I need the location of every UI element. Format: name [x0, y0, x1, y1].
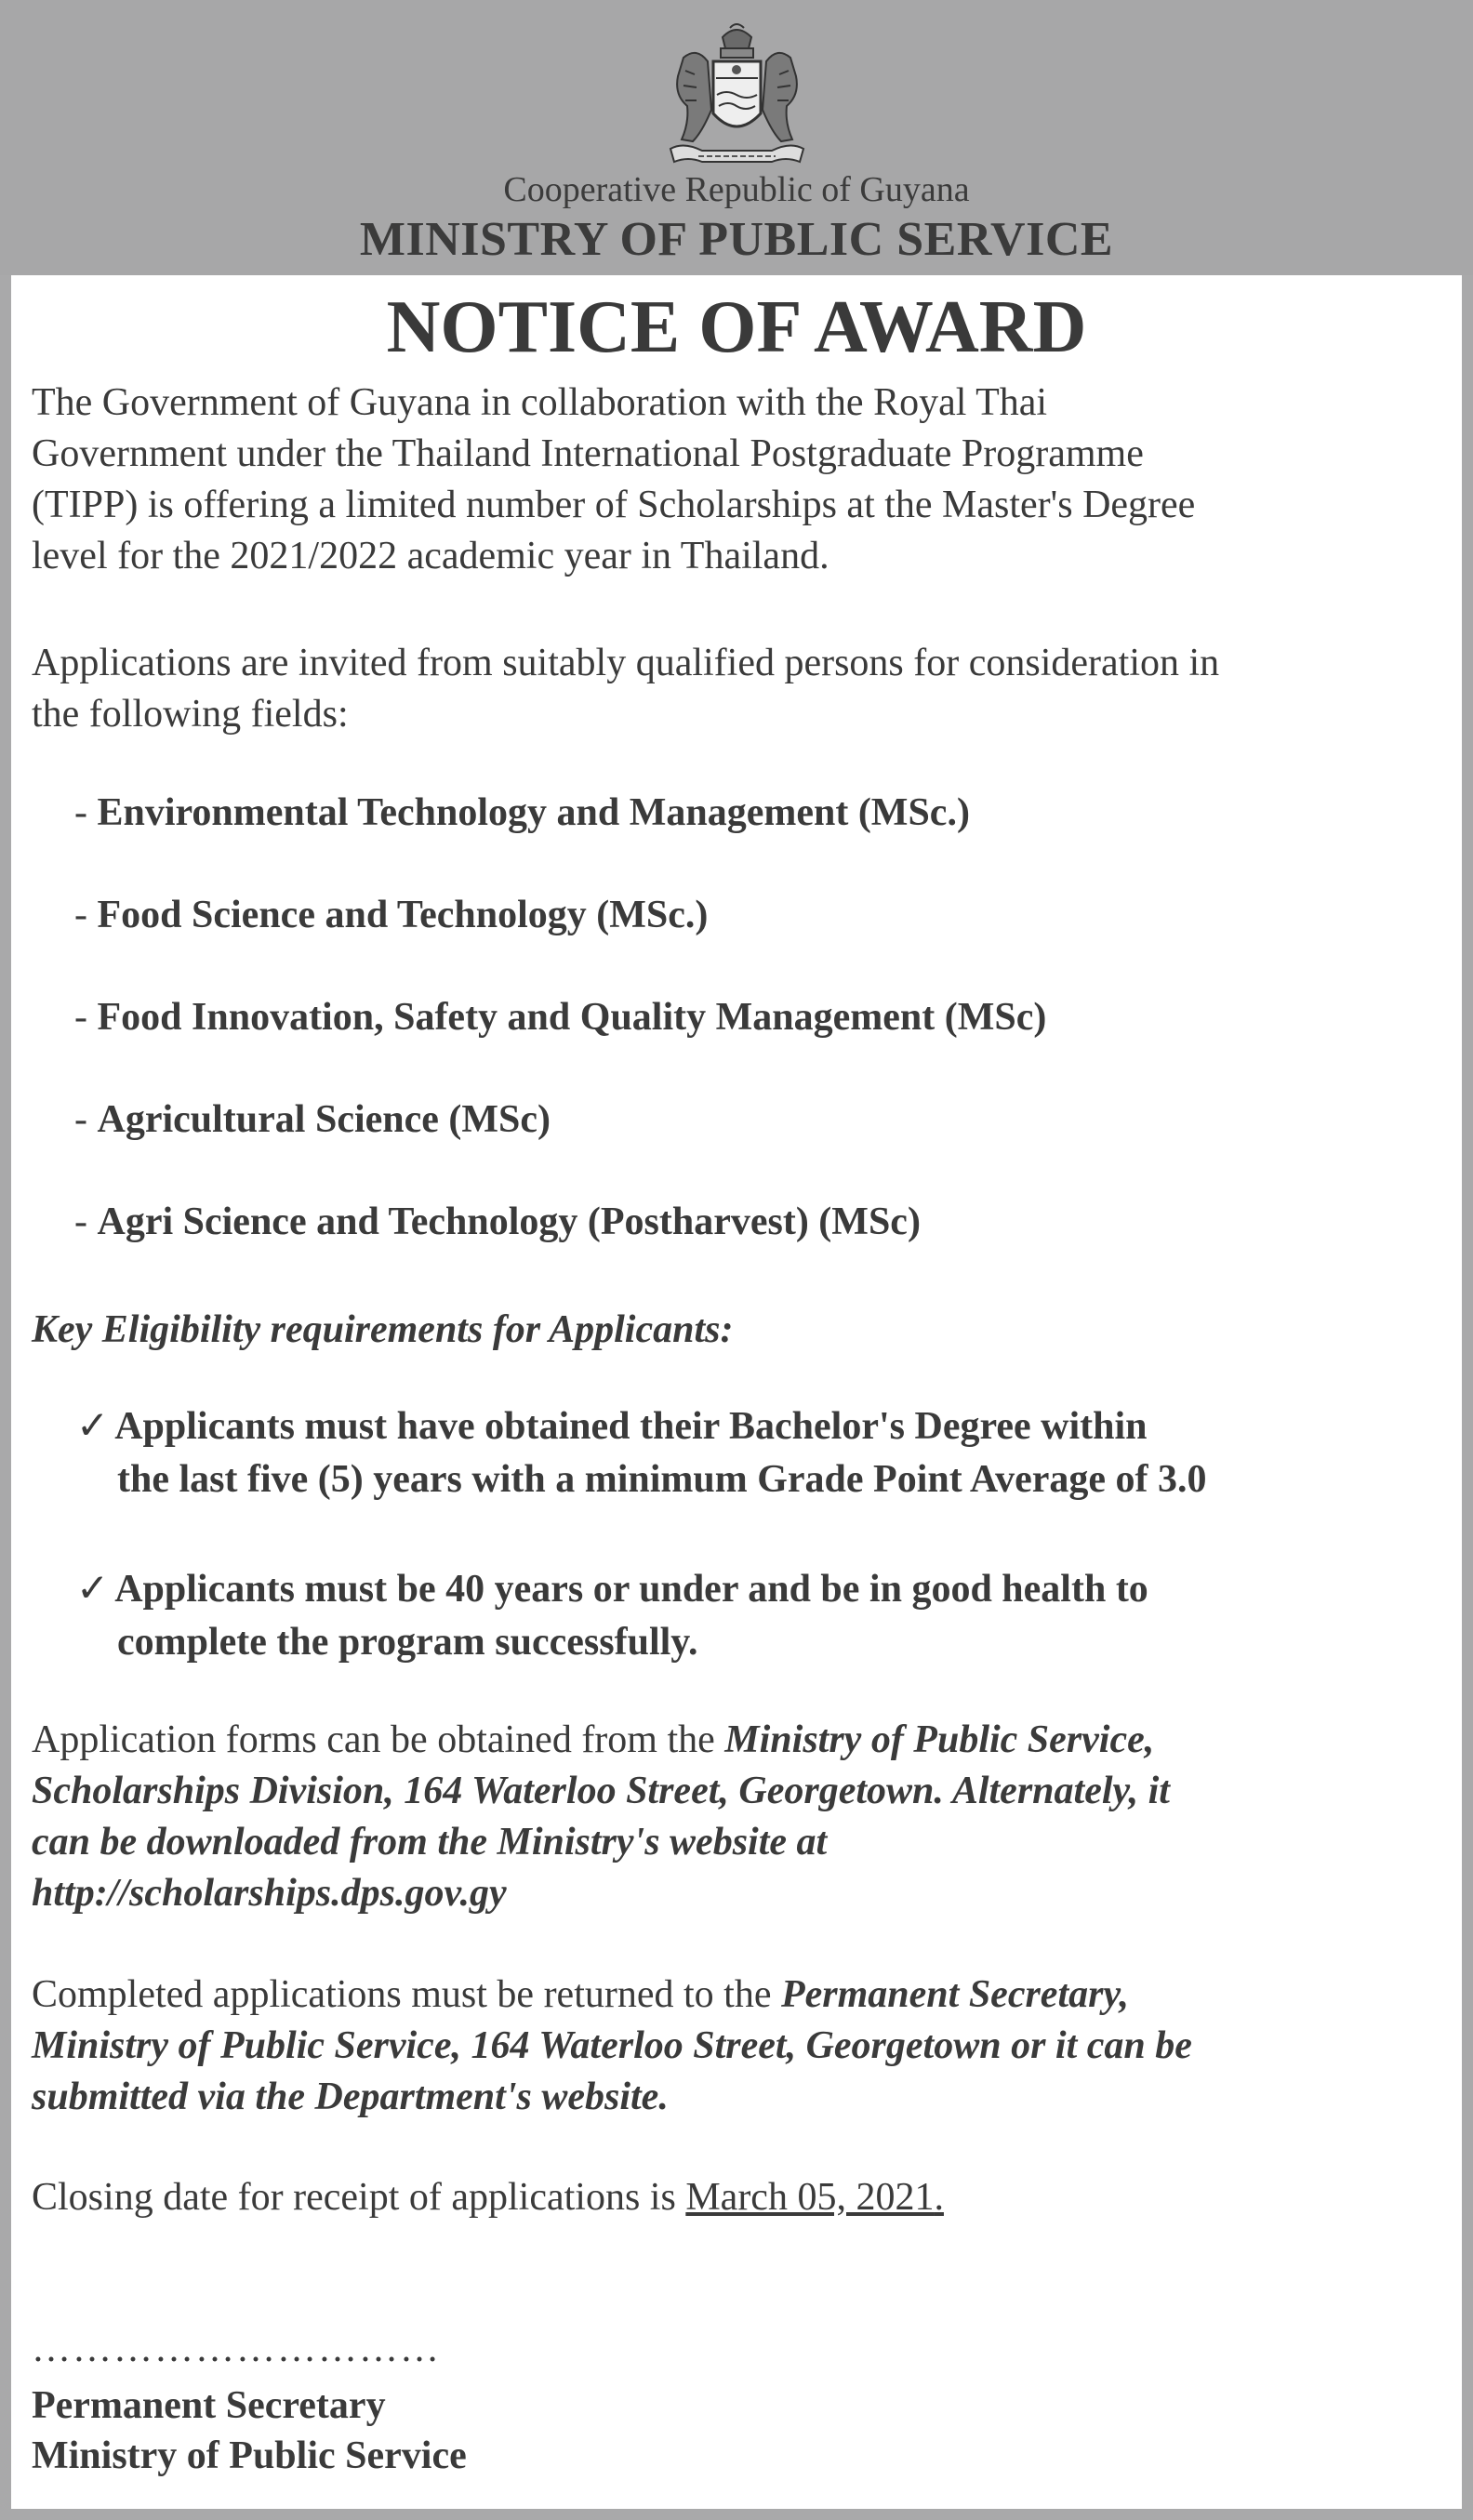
- field-item: [74, 889, 1046, 991]
- intro-line: (TIPP) is offering a limited number of Scholarships at the Master's Degree: [32, 484, 1196, 526]
- intro-line: The Government of Guyana in collaboration with the Royal Thai: [32, 381, 1048, 424]
- website-url: http://scholarships.dps.gov.gy: [32, 1872, 507, 1915]
- forms-address: Scholarships Division, 164 Waterloo Street, Georgetown. Alternately, it: [32, 1770, 1170, 1812]
- requirement-line: the last five (5) years with a minimum Grade Point Average of 3.0: [117, 1458, 1207, 1501]
- dash-prefix: -: [74, 996, 98, 1039]
- closing-text: Closing date for receipt of applications is: [32, 2176, 686, 2219]
- coat-of-arms-icon: [665, 20, 809, 169]
- forms-address: Ministry of Public Service,: [724, 1718, 1155, 1761]
- field-label: Agri Science and Technology (Postharvest) (MSc): [97, 1200, 921, 1243]
- closing-paragraph: [32, 2172, 1449, 2223]
- forms-address: can be downloaded from the Ministry's website at: [32, 1821, 828, 1863]
- ministry-name: MINISTRY OF PUBLIC SERVICE: [359, 213, 1114, 266]
- requirement-line: Applicants must have obtained their Bachelor's Degree within: [114, 1405, 1148, 1448]
- returns-address: submitted via the Department's website.: [32, 2076, 669, 2118]
- country-name: Cooperative Republic of Guyana: [503, 170, 970, 209]
- invite-paragraph: [32, 638, 1449, 740]
- forms-text: Application forms can be obtained from the: [32, 1718, 725, 1761]
- field-item: [74, 787, 1046, 889]
- checkmark-icon: ✓: [76, 1568, 110, 1611]
- returns-paragraph: [32, 1970, 1449, 2123]
- field-label: Agricultural Science (MSc): [97, 1098, 551, 1141]
- dash-prefix: -: [74, 894, 98, 936]
- field-label: Environmental Technology and Management (MSc.): [97, 791, 970, 834]
- returns-address: Permanent Secretary,: [780, 1973, 1130, 2016]
- returns-text: Completed applications must be returned to the: [32, 1973, 781, 2016]
- requirement-item: [76, 1563, 1148, 1669]
- eligibility-heading: Key Eligibility requirements for Applicants:: [32, 1308, 734, 1351]
- intro-line: level for the 2021/2022 academic year in Thailand.: [32, 535, 829, 577]
- header-band: [0, 0, 1473, 275]
- intro-line: Government under the Thailand International Postgraduate Programme: [32, 432, 1144, 475]
- field-item: [74, 1196, 1046, 1298]
- returns-address: Ministry of Public Service, 164 Waterloo Street, Georgetown or it can be: [32, 2024, 1192, 2067]
- notice-title: NOTICE OF AWARD: [386, 286, 1087, 368]
- invite-line: the following fields:: [32, 693, 349, 736]
- field-label: Food Innovation, Safety and Quality Management (MSc): [97, 996, 1047, 1039]
- dash-prefix: -: [74, 791, 98, 834]
- signature-block: [32, 2381, 467, 2481]
- closing-period: .: [934, 2176, 944, 2219]
- forms-paragraph: [32, 1715, 1449, 1919]
- requirement-item: [76, 1400, 1207, 1506]
- closing-date: March 05, 2021: [685, 2176, 935, 2219]
- field-label: Food Science and Technology (MSc.): [97, 894, 709, 936]
- field-item: [74, 991, 1046, 1094]
- invite-line: Applications are invited from suitably qualified persons for consideration in: [32, 642, 1220, 684]
- intro-paragraph: [32, 378, 1449, 582]
- field-item: [74, 1094, 1046, 1196]
- requirement-line: complete the program successfully.: [117, 1621, 698, 1664]
- signatory-title: Permanent Secretary: [32, 2384, 386, 2427]
- notice-body: [11, 275, 1462, 2509]
- dash-prefix: -: [74, 1098, 98, 1141]
- requirement-line: Applicants must be 40 years or under and be in good health to: [114, 1568, 1148, 1611]
- fields-list: [74, 787, 1046, 1298]
- signature-line: …………………………: [32, 2328, 441, 2370]
- checkmark-icon: ✓: [76, 1405, 110, 1448]
- signatory-ministry: Ministry of Public Service: [32, 2434, 467, 2477]
- dash-prefix: -: [74, 1200, 98, 1243]
